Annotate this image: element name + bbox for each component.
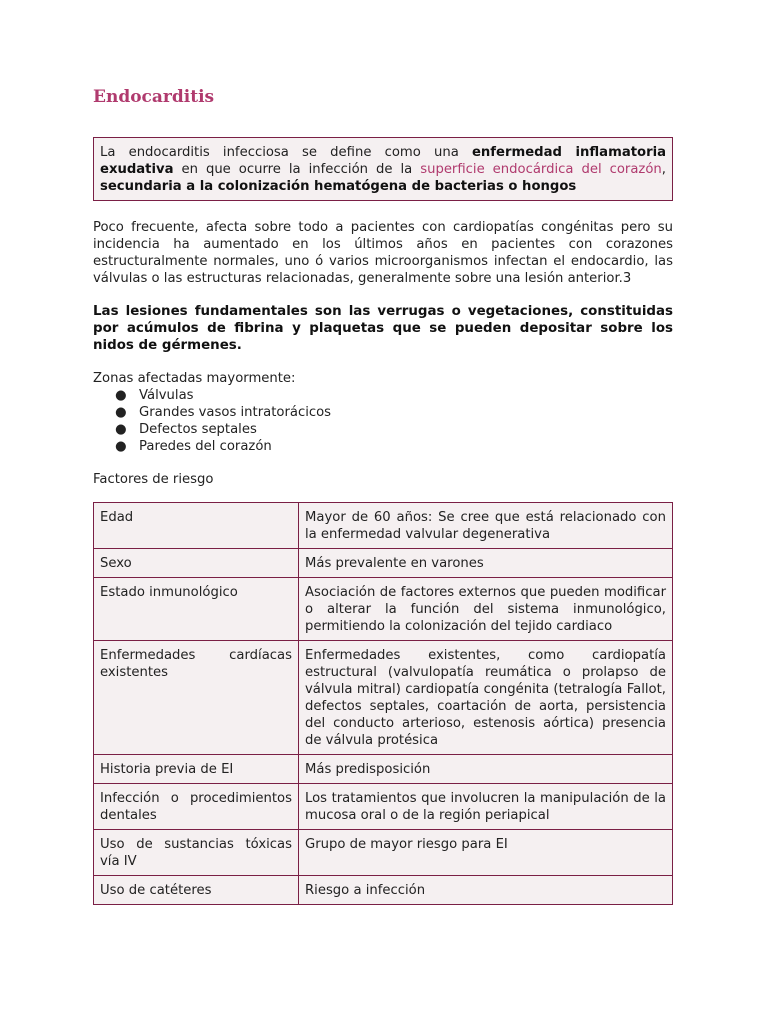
risk-factors-label: Factores de riesgo: [93, 472, 214, 487]
table-cell-factor: Edad: [94, 503, 299, 549]
table-row: [94, 830, 673, 876]
bullet-icon: ●: [115, 422, 127, 437]
bullet-icon: ●: [115, 405, 127, 420]
table-cell-factor: Sexo: [94, 549, 299, 578]
list-item: [93, 404, 331, 421]
table-cell-description: Los tratamientos que involucren la manipulación de la mucosa oral o de la región periapical: [299, 784, 673, 830]
table-row: [94, 784, 673, 830]
table-cell-factor: Enfermedades cardíacas existentes: [94, 641, 299, 755]
table-row: [94, 549, 673, 578]
list-item-text: Paredes del corazón: [139, 439, 272, 454]
table-cell-factor: Estado inmunológico: [94, 578, 299, 641]
table-cell-description: Mayor de 60 años: Se cree que está relacionado con la enfermedad valvular degenerativa: [299, 503, 673, 549]
page-title: Endocarditis: [93, 87, 215, 107]
table-cell-factor: Uso de catéteres: [94, 876, 299, 905]
table-row: [94, 641, 673, 755]
table-cell-description: Más prevalente en varones: [299, 549, 673, 578]
bullet-icon: ●: [115, 388, 127, 403]
zones-list: [93, 387, 331, 455]
table-row: [94, 755, 673, 784]
table-cell-description: Riesgo a infección: [299, 876, 673, 905]
list-item: [93, 421, 331, 438]
bullet-icon: ●: [115, 439, 127, 454]
table-cell-factor: Historia previa de EI: [94, 755, 299, 784]
definition-bold-2: secundaria a la colonización hematógena de bacterias o hongos: [100, 179, 577, 194]
paragraph-incidence: Poco frecuente, afecta sobre todo a pacientes con cardiopatías congénitas pero su incidencia ha aumentado en los últimos años en pacientes con corazones estructuralmente normales, uno ó varios microorganismos infectan el endocardio, las válvulas o las estructuras relacionadas, generalmente sobre una lesión anterior.3: [93, 220, 673, 286]
table-row: [94, 578, 673, 641]
table-cell-description: Enfermedades existentes, como cardiopatía estructural (valvulopatía reumática o prolapso de válvula mitral) cardiopatía congénita (tetralogía Fallot, defectos septales, coartación de aorta, persistencia del conducto arterioso, estenosis aórtica) presencia de válvula protésica: [299, 641, 673, 755]
list-item-text: Grandes vasos intratorácicos: [139, 405, 332, 420]
list-item: [93, 438, 331, 455]
definition-text-3: ,: [661, 162, 666, 177]
risk-factors-table: [93, 502, 673, 905]
table-cell-factor: Infección o procedimientos dentales: [94, 784, 299, 830]
table-row: [94, 503, 673, 549]
table-cell-description: Asociación de factores externos que pueden modificar o alterar la función del sistema inmunológico, permitiendo la colonización del tejido cardiaco: [299, 578, 673, 641]
table-row: [94, 876, 673, 905]
definition-bold-1: enfermedad inflamatoria exudativa: [100, 145, 667, 177]
list-item: [93, 387, 331, 404]
zones-label: Zonas afectadas mayormente:: [93, 371, 296, 386]
list-item-text: Defectos septales: [139, 422, 257, 437]
paragraph-lesions: Las lesiones fundamentales son las verrugas o vegetaciones, constituidas por acúmulos de fibrina y plaquetas que se pueden depositar sobre los nidos de gérmenes.: [93, 304, 673, 353]
table-cell-factor: Uso de sustancias tóxicas vía IV: [94, 830, 299, 876]
table-cell-description: Grupo de mayor riesgo para EI: [299, 830, 673, 876]
table-cell-description: Más predisposición: [299, 755, 673, 784]
definition-box: [93, 137, 673, 201]
definition-text-1: La endocarditis infecciosa se define como una: [100, 145, 472, 160]
definition-highlight: superficie endocárdica del corazón: [420, 162, 662, 177]
list-item-text: Válvulas: [139, 388, 194, 403]
definition-text-2: en que ocurre la infección de la: [173, 162, 421, 177]
